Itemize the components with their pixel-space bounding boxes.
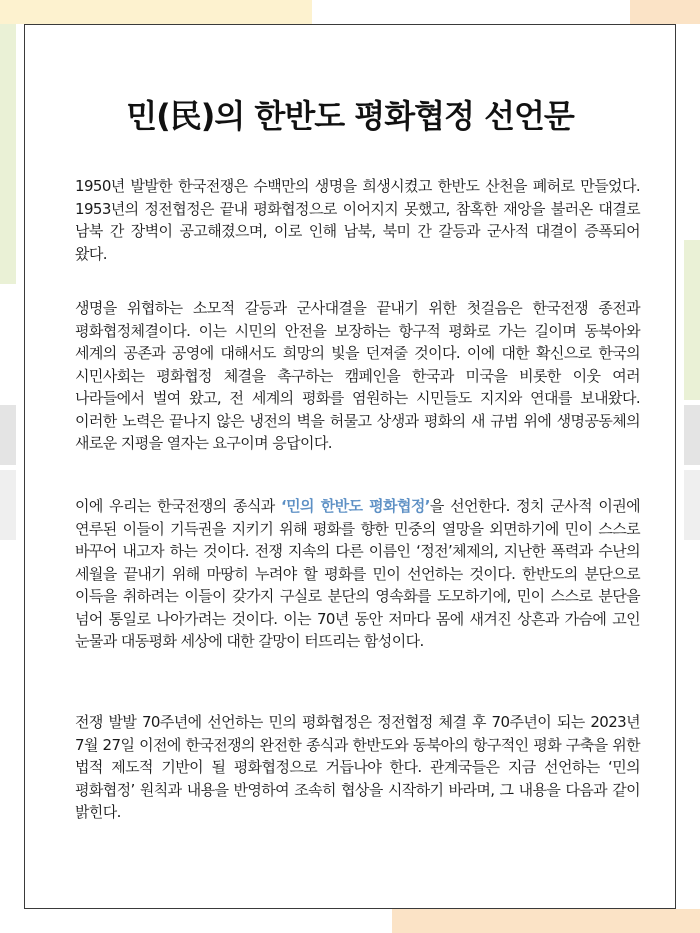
page-title: 민(民)의 한반도 평화협정 선언문 bbox=[126, 97, 574, 135]
decor-right-green-band bbox=[684, 240, 700, 400]
paragraph-1: 1950년 발발한 한국전쟁은 수백만의 생명을 희생시켰고 한반도 산천을 폐허로 만들었다. 1953년의 정전협정은 끝내 평화협정으로 이어지지 못했고, 참혹한 재앙을 불러온 대결로 남북 간 장벽이 공고해졌으며, 이로 인해 남북, 북미 간 갈등과 군사적 대결이 증폭되어 왔다. bbox=[75, 177, 640, 263]
paragraph-3-lead: 이에 우리는 한국전쟁의 종식과 bbox=[75, 497, 281, 515]
decor-top-right-band bbox=[630, 0, 700, 24]
paragraph-2: 생명을 위협하는 소모적 갈등과 군사대결을 끝내기 위한 첫걸음은 한국전쟁 종전과 평화협정체결이다. 이는 시민의 안전을 보장하는 항구적 평화로 가는 길이며 동북아와 세계의 공존과 공영에 대해서도 희망의 빛을 던져줄 것이다. 이에 대한 확신으로 한국의 시민사회는 평화협정 체결을 촉구하는 캠페인을 한국과 미국을 비롯한 이웃 여러 나라들에서 벌여 왔고, 전 세계의 평화를 염원하는 시민들도 지지와 연대를 보내왔다. 이러한 노력은 끝나지 않은 냉전의 벽을 허물고 상생과 평화의 새 규범 위에 생명공동체의 새로운 지평을 열자는 요구이며 응답이다. bbox=[75, 299, 640, 452]
decor-right-gray-band bbox=[684, 405, 700, 465]
decor-left-light-gray-band bbox=[0, 470, 16, 540]
paragraph-3 bbox=[75, 495, 640, 653]
decor-top-left-band bbox=[0, 0, 312, 24]
decor-left-gray-band bbox=[0, 405, 16, 465]
decor-right-light-gray-band bbox=[684, 470, 700, 540]
paragraph-4: 전쟁 발발 70주년에 선언하는 민의 평화협정은 정전협정 체결 후 70주년이 되는 2023년 7월 27일 이전에 한국전쟁의 완전한 종식과 한반도와 동북아의 항구적인 평화 구축을 위한 법적 제도적 기반이 될 평화협정으로 거듭나야 한다. 관계국들은 지금 선언하는 ‘민의 평화협정’ 원칙과 내용을 반영하여 조속히 협상을 시작하기 바라며, 그 내용을 다음과 같이 밝힌다. bbox=[75, 713, 640, 821]
decor-bottom-right-band bbox=[392, 909, 700, 933]
decor-left-green-band bbox=[0, 24, 16, 284]
paragraph-3-rest: 을 선언한다. 정치 군사적 이권에 연루된 이들이 기득권을 지키기 위해 평화를 향한 민중의 열망을 외면하기에 민이 스스로 바꾸어 내고자 하는 것이다. 전쟁 지속의 다른 이름인 ‘정전’체제의, 지난한 폭력과 수난의 세월을 끝내기 위해 마땅히 누려야 할 평화를 민이 선언하는 것이다. 한반도의 분단으로 이득을 취하려는 이들이 갖가지 구실로 분단의 영속화를 도모하기에, 민이 스스로 분단을 넘어 통일로 나아가려는 것이다. 이는 70년 동안 저마다 몸에 새겨진 상흔과 가슴에 고인 눈물과 대동평화 세상에 대한 갈망이 터뜨리는 함성이다. bbox=[75, 497, 640, 650]
highlighted-phrase: ‘민의 한반도 평화협정’ bbox=[281, 497, 430, 515]
declaration-page bbox=[24, 24, 676, 909]
